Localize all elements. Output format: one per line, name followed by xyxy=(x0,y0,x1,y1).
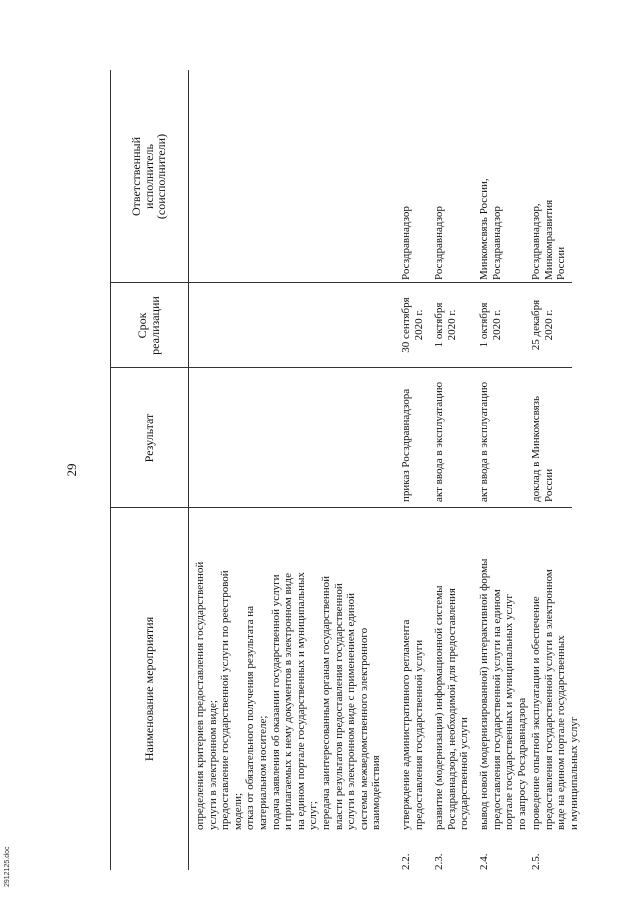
header-result: Результат xyxy=(141,413,156,463)
continuation-line: предоставление государственной услуги по реестровой xyxy=(219,570,232,830)
row-owner xyxy=(400,172,413,280)
row-result-line: доклад в Минкомсвязь xyxy=(530,395,542,502)
row-action-line: проведение опытной эксплуатации и обеспечение xyxy=(530,596,542,830)
row-deadline-line: 30 сентября xyxy=(400,297,412,353)
row-owner-line: Минкомсвязь России, xyxy=(478,178,490,280)
row-deadline-line: 2020 г. xyxy=(445,309,458,341)
row-owner xyxy=(530,172,568,280)
continuation-line: передача заинтересованным органам государственной xyxy=(319,575,332,830)
row-deadline-line: 1 октября xyxy=(433,302,445,348)
row-action-line: предоставления государственной услуги xyxy=(412,639,425,830)
row-action-line: портале государственных и муниципальных услуг xyxy=(503,594,516,830)
row-owner-line: Росздравнадзор xyxy=(490,206,503,280)
document-code: 2912125.doc xyxy=(4,846,11,887)
row-action xyxy=(530,512,580,830)
row-action xyxy=(478,512,528,830)
row-owner-line: Минкомразвития xyxy=(542,199,555,280)
continuation-line: услуг; xyxy=(307,801,320,830)
header-owner-line: (соисполнители) xyxy=(154,133,169,220)
row-number: 2.2. xyxy=(400,853,412,870)
row-result xyxy=(400,368,413,502)
row-owner-line: Росздравнадзор xyxy=(433,206,445,280)
row-deadline-line: 2020 г. xyxy=(490,309,503,341)
header-owner-line: исполнитель xyxy=(141,144,156,209)
row-deadline-line: 1 октября xyxy=(478,302,490,348)
row-owner-line: России xyxy=(555,246,568,280)
row-result xyxy=(433,368,446,502)
row-owner xyxy=(478,172,503,280)
row-action-line: по запросу Росздравнадзора xyxy=(515,697,528,830)
document-page xyxy=(60,70,580,870)
row-action xyxy=(433,512,471,830)
row-action xyxy=(400,512,425,830)
row-deadline xyxy=(400,285,425,365)
row-result xyxy=(530,368,555,502)
continuation-line: системы межведомственного электронного xyxy=(357,627,370,830)
row-number: 2.5. xyxy=(530,853,542,870)
row-result-line: приказ Росздравнадзора xyxy=(400,388,412,502)
continuation-line: материальном носителе; xyxy=(256,715,269,830)
continuation-line: услуги в электронном виде; xyxy=(206,700,219,830)
row-number: 2.3. xyxy=(433,853,445,870)
continuation-line: и прилагаемых к нему документов в электронном виде xyxy=(282,572,295,830)
row-action-line: виде на едином портале государственных xyxy=(555,635,568,830)
continuation-line: на едином портале государственных и муниципальных xyxy=(294,572,307,830)
row-action-line: вывод новой (модернизированной) интерактивной формы xyxy=(478,558,490,830)
row-owner-line: Росздравнадзор xyxy=(400,206,412,280)
row-action-line: утверждение административного регламента xyxy=(400,619,412,830)
header-owner-line: Ответственный xyxy=(129,136,144,217)
header-deadline-line: реализации xyxy=(148,296,162,355)
row-deadline xyxy=(478,285,503,365)
continuation-line: отказ от обязательного получения результата на xyxy=(244,606,257,830)
page-number: 29 xyxy=(64,463,79,477)
header-bottom-border xyxy=(188,70,189,870)
continuation-line: определения критериев предоставления государственной xyxy=(194,561,206,830)
row-result xyxy=(478,368,491,502)
row-result-line: акт ввода в эксплуатацию xyxy=(478,381,490,502)
row-deadline xyxy=(433,285,458,365)
header-owner xyxy=(110,70,188,283)
continuation-line: власти результатов предоставления государственной xyxy=(332,583,345,830)
row-action-line: Росздравнадзора, необходимой для предоставления xyxy=(445,588,458,830)
header-deadline xyxy=(110,283,188,368)
row-number: 2.4. xyxy=(478,853,490,870)
continuation-line: взаимодействия xyxy=(370,755,383,830)
row-deadline-line: 2020 г. xyxy=(542,309,555,341)
row-action-line: развитие (модернизация) информационной системы xyxy=(433,585,445,830)
row-action-line: предоставления государственной услуги в электронном xyxy=(542,569,555,830)
row-result-line: акт ввода в эксплуатацию xyxy=(433,381,445,502)
row-deadline-line: 2020 г. xyxy=(412,309,425,341)
header-deadline-line: Срок xyxy=(135,312,150,339)
row-deadline-line: 25 декабря xyxy=(530,299,542,351)
row-owner xyxy=(433,172,446,280)
row-action-line: и муниципальных услуг xyxy=(567,716,580,830)
continuation-line: модели; xyxy=(231,792,244,830)
row-owner-line: Росздравнадзор, xyxy=(530,203,542,280)
header-action: Наименование мероприятия xyxy=(141,616,156,762)
row-deadline xyxy=(530,285,555,365)
continuation-line: услуги в электронном виде с применением единой xyxy=(345,593,358,830)
continuation-line: подача заявления об оказании государственной услуги xyxy=(269,574,282,830)
continuation-text xyxy=(194,512,383,830)
row-action-line: государственной услуги xyxy=(458,717,471,830)
row-result-line: России xyxy=(542,468,555,502)
row-action-line: предоставления государственной услуги на едином xyxy=(490,589,503,830)
